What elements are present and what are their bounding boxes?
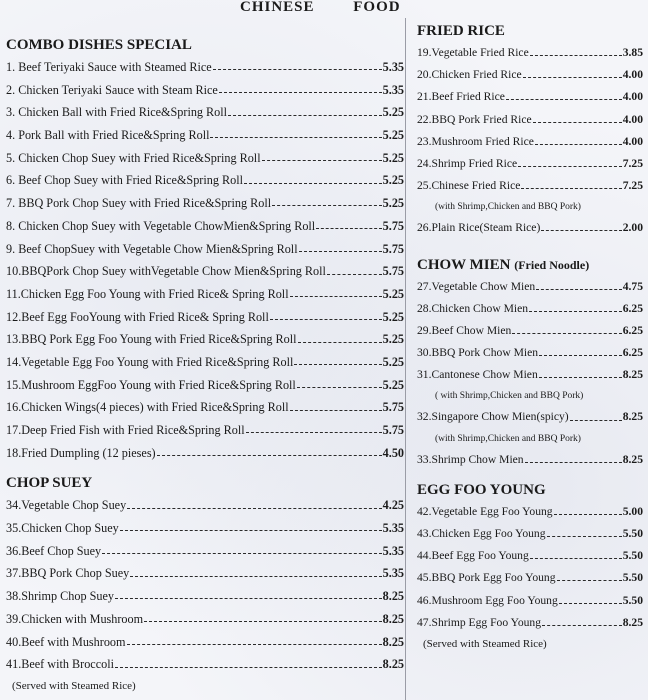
leader-dots — [290, 409, 382, 411]
item-price: 5.25 — [382, 377, 404, 392]
item-name: 38.Shrimp Chop Suey — [6, 589, 115, 604]
menu-item — [6, 169, 404, 192]
menu-item — [6, 396, 404, 419]
item-price: 7.25 — [622, 156, 643, 170]
item-price: 8.25 — [382, 657, 404, 672]
leader-dots — [297, 386, 382, 388]
menu-item — [417, 567, 643, 589]
item-name: 24.Shrimp Fried Rice — [417, 156, 518, 170]
menu-item — [6, 215, 404, 238]
item-price: 5.35 — [382, 82, 404, 97]
chow-mien-heading — [417, 254, 643, 276]
item-name: 31.Cantonese Chow Mien — [417, 368, 538, 382]
egg-foo-young-heading: EGG FOO YOUNG — [417, 481, 546, 498]
item-name: 13.BBQ Pork Egg Foo Young with Fried Rice&Spring Roll — [6, 332, 297, 347]
menu-item — [417, 545, 643, 567]
item-name: 17.Deep Fried Fish with Fried Rice&Spring Roll — [6, 423, 245, 437]
item-price: 4.25 — [382, 498, 404, 513]
item-name: 32.Singapore Chow Mien(spicy) — [417, 410, 569, 424]
menu-item — [417, 175, 643, 197]
item-name: 16.Chicken Wings(4 pieces) with Fried Rice&Spring Roll — [6, 400, 289, 415]
leader-dots — [130, 575, 381, 577]
leader-dots — [557, 579, 622, 581]
menu-item — [6, 631, 404, 654]
item-name: 44.Beef Egg Foo Young — [417, 549, 529, 563]
menu-item — [6, 442, 404, 465]
leader-dots — [521, 187, 621, 189]
menu-item — [417, 523, 643, 545]
leader-dots — [228, 114, 382, 116]
menu-item — [417, 612, 643, 634]
menu-item — [417, 217, 643, 239]
leader-dots — [530, 557, 622, 559]
combo-heading: COMBO DISHES SPECIAL — [6, 37, 192, 53]
item-name: 27.Vegetable Chow Mien — [417, 279, 536, 293]
item-price: 5.75 — [382, 423, 404, 437]
leader-dots — [115, 597, 382, 599]
item-name: 15.Mushroom EggFoo Young with Fried Rice&Spring Roll — [6, 377, 296, 392]
menu-item — [6, 494, 404, 517]
menu-item — [6, 517, 404, 540]
item-name: 25.Chinese Fried Rice — [417, 179, 521, 193]
menu-item — [6, 653, 404, 676]
leader-dots — [539, 354, 622, 356]
item-price: 5.25 — [382, 309, 404, 324]
item-name: 2. Chicken Teriyaki Sauce with Steam Rice — [6, 82, 218, 97]
menu-item — [417, 590, 643, 612]
item-name: 20.Chicken Fried Rice — [417, 68, 522, 82]
menu-item — [417, 64, 643, 86]
menu-item — [6, 124, 404, 147]
item-price: 5.75 — [382, 264, 404, 279]
menu-item — [417, 86, 643, 108]
leader-dots — [246, 431, 382, 433]
item-price: 5.75 — [382, 218, 404, 233]
menu-item — [6, 608, 404, 631]
leader-dots — [294, 363, 381, 365]
combo-list — [6, 56, 404, 464]
item-price: 5.25 — [382, 354, 404, 369]
item-price: 5.25 — [382, 150, 404, 165]
menu-item — [6, 283, 404, 306]
menu-item — [417, 501, 643, 523]
menu-item — [6, 328, 404, 351]
item-price: 5.25 — [382, 286, 404, 301]
item-price: 3.85 — [622, 46, 643, 59]
fried-rice-list — [417, 42, 643, 197]
fried-rice-note: (with Shrimp,Chicken and BBQ Pork) — [435, 202, 581, 213]
item-price: 7.25 — [622, 179, 643, 193]
item-name: 22.BBQ Pork Fried Rice — [417, 112, 532, 126]
item-price: 5.25 — [382, 173, 404, 188]
leader-dots — [539, 376, 622, 378]
page-title: CHINESE FOOD — [240, 0, 401, 15]
leader-dots — [144, 620, 382, 622]
item-price: 6.25 — [622, 346, 643, 360]
leader-dots — [127, 643, 382, 645]
leader-dots — [541, 229, 621, 231]
item-price: 5.25 — [382, 196, 404, 211]
item-name: 19.Vegetable Fried Rice — [417, 46, 529, 59]
chow-mien-note-a: ( with Shrimp,Chicken and BBQ Pork) — [435, 391, 584, 402]
item-price: 4.00 — [622, 68, 643, 82]
item-name: 7. BBQ Pork Chop Suey with Fried Rice&Spring Roll — [6, 196, 272, 211]
item-name: 11.Chicken Egg Foo Young with Fried Rice& Spring Roll — [6, 286, 289, 301]
menu-item — [6, 540, 404, 563]
leader-dots — [213, 68, 382, 70]
item-price: 2.00 — [622, 221, 643, 235]
item-price: 5.00 — [622, 504, 643, 518]
leader-dots — [290, 295, 382, 297]
item-price: 8.25 — [622, 410, 643, 424]
item-price: 5.35 — [382, 566, 404, 581]
leader-dots — [299, 250, 382, 252]
item-price: 5.25 — [382, 128, 404, 143]
left-column — [6, 34, 404, 696]
item-name: 1. Beef Teriyaki Sauce with Steamed Rice — [6, 60, 212, 74]
item-name: 26.Plain Rice(Steam Rice) — [417, 221, 541, 235]
menu-item — [6, 585, 404, 608]
item-name: 14.Vegetable Egg Foo Young with Fried Rice&Spring Roll — [6, 354, 294, 369]
leader-dots — [523, 76, 622, 78]
menu-item — [6, 351, 404, 374]
menu-item — [6, 260, 404, 283]
menu-item — [417, 449, 643, 471]
item-name: 41.Beef with Broccoli — [6, 657, 114, 672]
item-price: 5.50 — [622, 571, 643, 585]
leader-dots — [157, 454, 382, 456]
menu-item — [6, 238, 404, 261]
item-price: 5.25 — [382, 105, 404, 120]
item-name: 30.BBQ Pork Chow Mien — [417, 346, 539, 360]
menu-item — [6, 306, 404, 329]
chop-suey-note: (Served with Steamed Rice) — [12, 679, 136, 692]
leader-dots — [219, 91, 382, 93]
egg-foo-young-note: (Served with Steamed Rice) — [423, 637, 547, 650]
item-name: 34.Vegetable Chop Suey — [6, 498, 127, 513]
item-price: 8.25 — [382, 611, 404, 626]
item-price: 4.00 — [622, 90, 643, 104]
menu-item — [417, 342, 643, 364]
leader-dots — [270, 318, 382, 320]
menu-item — [417, 131, 643, 153]
item-price: 5.35 — [382, 543, 404, 558]
menu-item — [417, 298, 643, 320]
menu-item — [6, 101, 404, 124]
item-price: 5.50 — [622, 527, 643, 540]
chow-mien-subtitle: (Fried Noodle) — [514, 257, 590, 272]
leader-dots — [554, 513, 622, 515]
item-name: 45.BBQ Pork Egg Foo Young — [417, 571, 556, 585]
item-name: 5. Chicken Chop Suey with Fried Rice&Spring Roll — [6, 150, 261, 165]
menu-item — [417, 406, 643, 428]
leader-dots — [506, 98, 622, 100]
item-price: 8.25 — [382, 634, 404, 649]
item-price: 8.25 — [622, 615, 643, 629]
item-name: 12.Beef Egg FooYoung with Fried Rice& Spring Roll — [6, 309, 269, 324]
item-name: 3. Chicken Ball with Fried Rice&Spring Roll — [6, 105, 228, 120]
menu-item — [6, 56, 404, 79]
egg-foo-young-list — [417, 501, 643, 634]
leader-dots — [115, 666, 382, 668]
leader-dots — [542, 624, 622, 626]
item-name: 47.Shrimp Egg Foo Young — [417, 615, 542, 629]
leader-dots — [298, 341, 382, 343]
leader-dots — [244, 182, 382, 184]
leader-dots — [536, 288, 622, 290]
chop-suey-list — [6, 494, 404, 676]
leader-dots — [120, 529, 382, 531]
item-price: 4.00 — [622, 112, 643, 126]
item-name: 29.Beef Chow Mien — [417, 323, 512, 337]
menu-item — [417, 109, 643, 131]
leader-dots — [529, 310, 622, 312]
item-price: 8.25 — [622, 452, 643, 466]
menu-item — [417, 320, 643, 342]
chop-suey-heading: CHOP SUEY — [6, 475, 93, 492]
item-name: 35.Chicken Chop Suey — [6, 521, 119, 536]
item-price: 4.00 — [622, 134, 643, 148]
leader-dots — [102, 552, 382, 554]
chow-mien-note-b: (with Shrimp,Chicken and BBQ Pork) — [435, 433, 581, 444]
item-name: 8. Chicken Chop Suey with Vegetable ChowMien&Spring Roll — [6, 218, 316, 233]
item-price: 5.35 — [382, 60, 404, 74]
item-name: 4. Pork Ball with Fried Rice&Spring Roll — [6, 128, 210, 143]
item-price: 5.50 — [622, 549, 643, 563]
fried-rice-heading: FRIED RICE — [417, 23, 505, 39]
item-price: 8.25 — [622, 368, 643, 382]
leader-dots — [316, 227, 381, 229]
item-price: 6.25 — [622, 301, 643, 315]
column-divider — [405, 18, 406, 700]
leader-dots — [127, 507, 382, 509]
chow-mien-title: CHOW MIEN — [417, 256, 511, 273]
item-name: 18.Fried Dumpling (12 pieses) — [6, 445, 156, 460]
item-name: 33.Shrimp Chow Mien — [417, 452, 524, 466]
menu-item — [417, 364, 643, 386]
item-name: 6. Beef Chop Suey with Fried Rice&Spring Roll — [6, 173, 243, 188]
item-name: 43.Chicken Egg Foo Young — [417, 527, 546, 540]
menu-item — [6, 147, 404, 170]
item-price: 5.75 — [382, 400, 404, 415]
leader-dots — [262, 159, 382, 161]
item-name: 36.Beef Chop Suey — [6, 543, 102, 558]
item-name: 23.Mushroom Fried Rice — [417, 134, 534, 148]
item-name: 21.Beef Fried Rice — [417, 90, 505, 104]
leader-dots — [327, 273, 382, 275]
chow-mien-list — [417, 276, 643, 387]
menu-item — [417, 153, 643, 175]
item-name: 46.Mushroom Egg Foo Young — [417, 593, 558, 607]
leader-dots — [559, 602, 622, 604]
item-name: 28.Chicken Chow Mien — [417, 301, 529, 315]
item-price: 4.50 — [382, 445, 404, 460]
menu-item — [6, 192, 404, 215]
menu-item — [6, 419, 404, 442]
menu-item — [6, 79, 404, 102]
leader-dots — [525, 461, 622, 463]
leader-dots — [512, 332, 621, 334]
item-price: 8.25 — [382, 589, 404, 604]
leader-dots — [570, 419, 622, 421]
menu-item — [6, 374, 404, 397]
item-name: 37.BBQ Pork Chop Suey — [6, 566, 130, 581]
leader-dots — [210, 136, 381, 138]
item-name: 9. Beef ChopSuey with Vegetable Chow Mien&Spring Roll — [6, 241, 298, 256]
leader-dots — [518, 165, 622, 167]
item-price: 6.25 — [622, 323, 643, 337]
item-price: 5.35 — [382, 521, 404, 536]
item-name: 42.Vegetable Egg Foo Young — [417, 504, 553, 518]
item-price: 4.75 — [622, 279, 643, 293]
item-price: 5.50 — [622, 593, 643, 607]
item-name: 40.Beef with Mushroom — [6, 634, 126, 649]
item-price: 5.25 — [382, 332, 404, 347]
leader-dots — [547, 535, 622, 537]
menu-item — [417, 42, 643, 64]
item-name: 10.BBQPork Chop Suey withVegetable Chow Mien&Spring Roll — [6, 264, 326, 279]
menu-item — [6, 562, 404, 585]
item-name: 39.Chicken with Mushroom — [6, 611, 144, 626]
leader-dots — [535, 143, 622, 145]
right-column — [417, 20, 643, 654]
menu-item — [417, 276, 643, 298]
leader-dots — [530, 54, 622, 56]
leader-dots — [272, 204, 382, 206]
item-price: 5.75 — [382, 241, 404, 256]
leader-dots — [533, 121, 622, 123]
